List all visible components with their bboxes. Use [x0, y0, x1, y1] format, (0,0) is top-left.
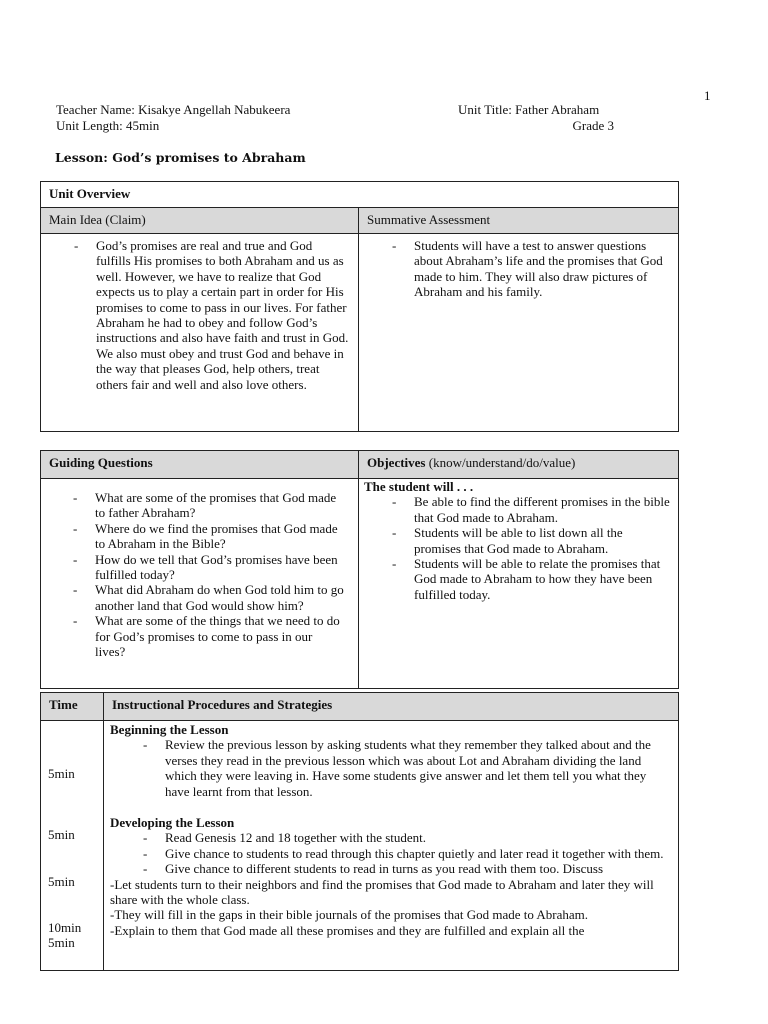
objectives-cell [359, 479, 679, 689]
time-value: 5min [48, 827, 75, 842]
objective-item: - Be able to find the different promises in the bible that God made to Abraham. [359, 494, 670, 525]
guiding-question: - What are some of the promises that God made to father Abraham? [41, 490, 344, 521]
page-number: 1 [704, 88, 711, 103]
developing-item: - Read Genesis 12 and 18 together with the student. [110, 830, 670, 845]
objectives-heading [359, 451, 679, 479]
header-right [458, 102, 614, 134]
grade: Grade 3 [572, 118, 614, 133]
procedure-line: -They will fill in the gaps in their bible journals of the promises that God made to Abraham. [110, 907, 589, 923]
procedure-line: -Let students turn to their neighbors and find the promises that God made to Abraham and later they will share with the whole class. [110, 876, 654, 908]
time-value: 5min [48, 935, 75, 950]
guiding-question: - How do we tell that God’s promises have been fulfilled today? [41, 552, 344, 583]
unit-overview-table [40, 181, 679, 432]
summative-assessment-heading: Summative Assessment [359, 208, 679, 234]
unit-length: Unit Length: 45min [56, 118, 160, 133]
guiding-questions-cell [41, 479, 359, 689]
teacher-name: Teacher Name: Kisakye Angellah Nabukeera [56, 102, 291, 117]
time-value: 10min [48, 920, 82, 935]
objective-item: - Students will be able to list down all the promises that God made to Abraham. [359, 525, 670, 556]
developing-heading: Developing the Lesson [110, 815, 235, 831]
time-column [41, 721, 104, 971]
beginning-heading: Beginning the Lesson [110, 722, 229, 737]
objectives-sub: (know/understand/do/value) [428, 455, 576, 470]
unit-overview-heading: Unit Overview [41, 182, 679, 208]
unit-title: Unit Title: Father Abraham [458, 102, 600, 117]
guiding-question: - What are some of the things that we need to do for God’s promises to come to pass in our lives? [41, 613, 344, 659]
beginning-item: - Review the previous lesson by asking students what they remember they talked about and the verses they read in the previous lesson which was about Lot and Abraham dividing the land which they were leaving in. Have some students give answer and let them tell you what they have learnt from that lesson. [110, 737, 670, 799]
guiding-question: - What did Abraham do when God told him to go another land that God would show him? [41, 582, 344, 613]
guiding-objectives-table [40, 450, 679, 689]
objective-item: - Students will be able to relate the promises that God made to Abraham to how they have been fulfilled today. [359, 556, 670, 602]
time-value: 5min [48, 874, 75, 889]
guiding-question: - Where do we find the promises that God made to Abraham in the Bible? [41, 521, 344, 552]
time-value: 5min [48, 766, 75, 781]
summative-text: - Students will have a test to answer questions about Abraham’s life and the promises that God made to him. They will also draw pictures of Abraham and his family. [359, 238, 670, 300]
student-will-label: The student will . . . [364, 479, 474, 494]
developing-item: - Give chance to students to read through this chapter quietly and later read it together with them. [110, 846, 670, 861]
procedures-table [40, 692, 679, 971]
procedures-heading: Instructional Procedures and Strategies [104, 693, 679, 721]
guiding-questions-heading: Guiding Questions [41, 451, 359, 479]
main-idea-cell [41, 234, 359, 432]
objectives-label: Objectives [367, 455, 426, 470]
main-idea-heading: Main Idea (Claim) [41, 208, 359, 234]
procedures-content [104, 721, 679, 971]
summative-cell [359, 234, 679, 432]
time-heading: Time [41, 693, 104, 721]
main-idea-text: - God’s promises are real and true and God fulfills His promises to both Abraham and us as well. However, we have to realize that God expects us to play a certain part in order for His promises to come to pass in our lives. For father Abraham he had to obey and follow God’s instructions and also have faith and trust in God. We also must obey and trust God and behave in the way that pleases God, help others, treat others fair and well and also love others. [41, 238, 350, 392]
header-left [56, 102, 290, 134]
procedure-line: -Explain to them that God made all these promises and they are fulfilled and explain all the [110, 922, 585, 938]
lesson-title: Lesson: God’s promises to Abraham [55, 150, 306, 165]
developing-item: - Give chance to different students to read in turns as you read with them too. Discuss [110, 861, 670, 876]
